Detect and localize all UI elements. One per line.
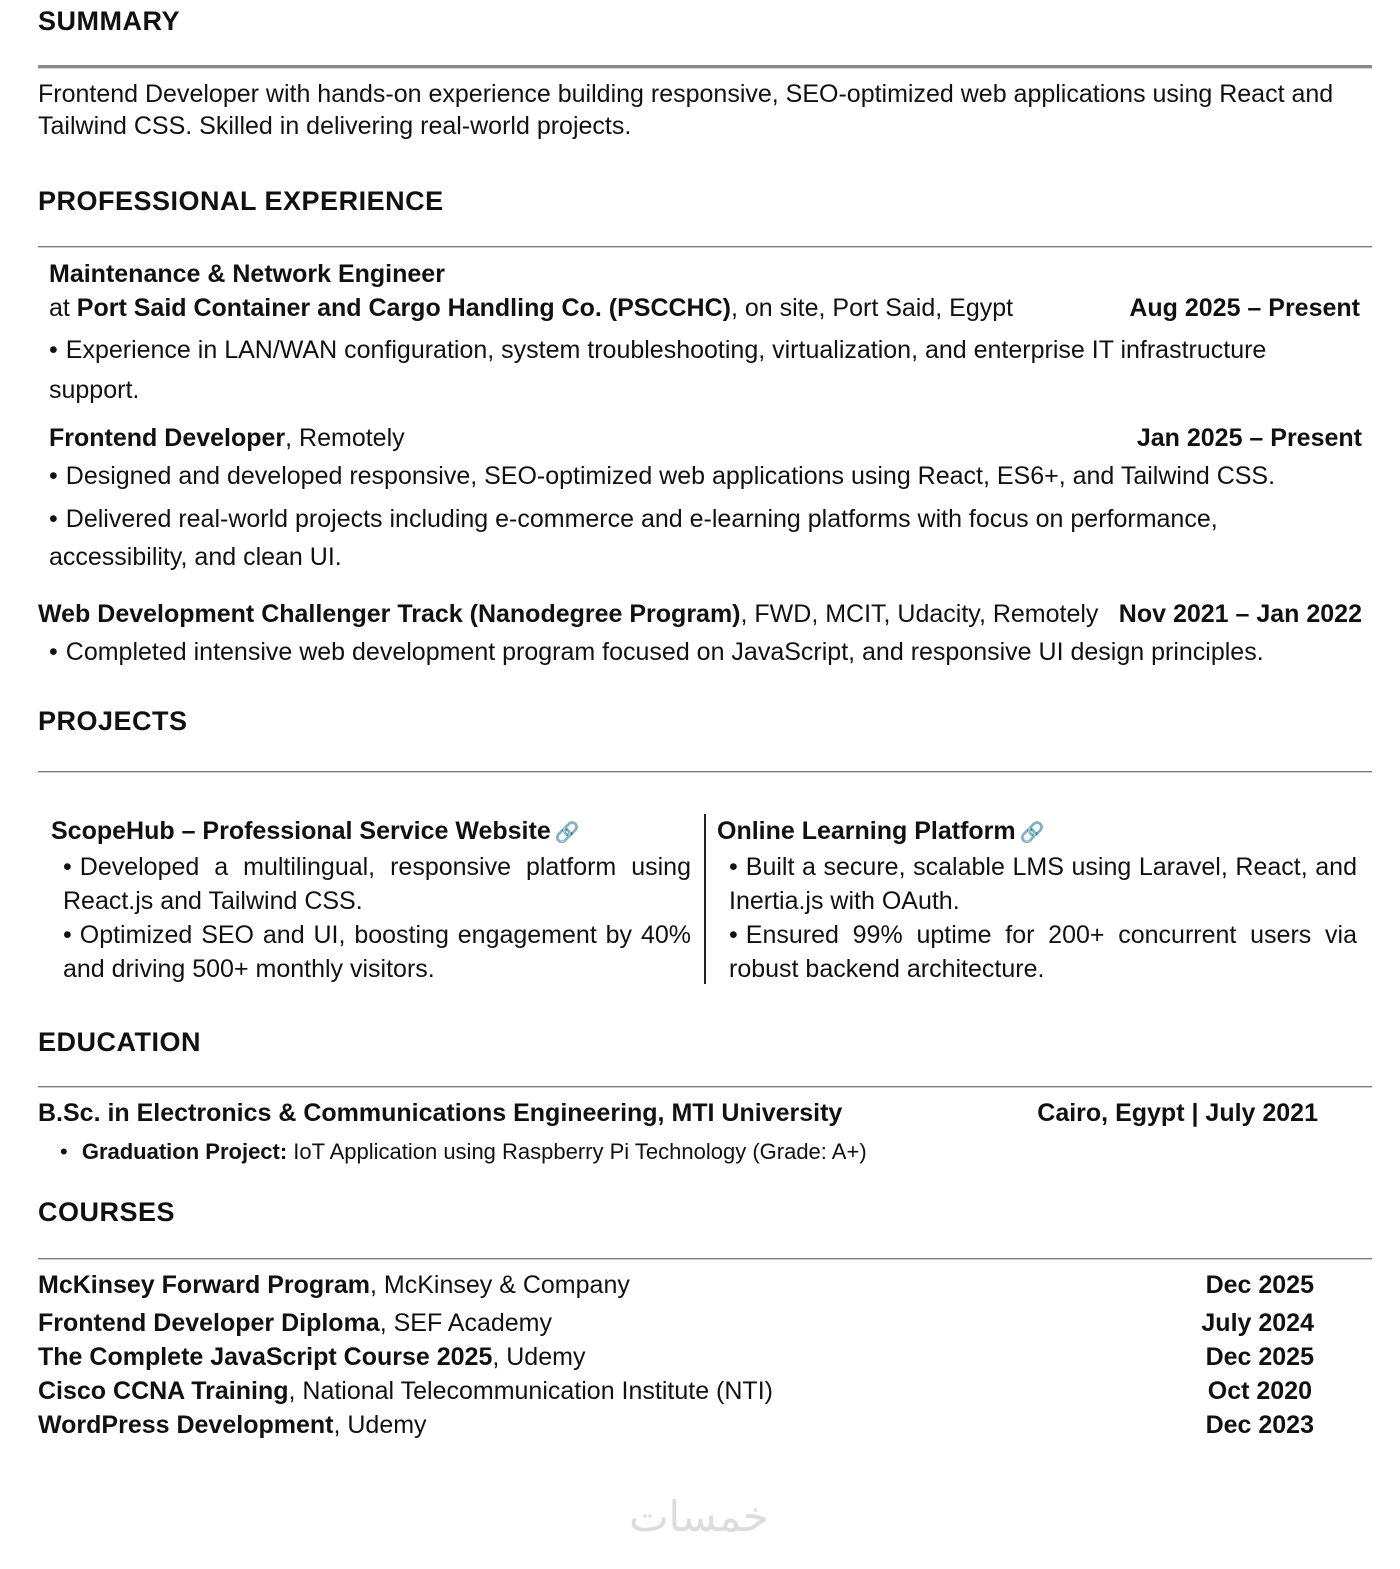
course-provider: , SEF Academy — [379, 1309, 553, 1337]
job-dates: Jan 2025 – Present — [1136, 424, 1362, 452]
education-degree: B.Sc. in Electronics & Communications Engineering, MTI University — [38, 1099, 843, 1127]
project-title-text: ScopeHub – Professional Service Website — [51, 817, 551, 845]
job-title: Maintenance & Network Engineer — [49, 260, 445, 288]
education-divider — [38, 1086, 1372, 1088]
course-name: WordPress Development — [38, 1411, 334, 1439]
job-location: , Remotely — [285, 424, 405, 452]
job-bullet: • Designed and developed responsive, SEO-optimized web applications using React, ES6+, and Tailwind CSS. — [49, 460, 1275, 492]
job-company-line — [49, 292, 1013, 324]
job-bullet: • Delivered real-world projects including e-commerce and e-learning platforms with focus on performance, accessibility, and clean UI. — [49, 500, 1279, 576]
job-title-line — [38, 598, 1098, 630]
job-location: , on site, Port Said, Egypt — [730, 294, 1014, 322]
project-title — [717, 814, 1357, 850]
courses-divider — [38, 1258, 1372, 1260]
job-title: Frontend Developer — [49, 424, 286, 452]
projects-divider — [38, 771, 1372, 773]
course-name: The Complete JavaScript Course 2025 — [38, 1343, 493, 1371]
experience-divider — [38, 246, 1372, 248]
project-bullet: • Optimized SEO and UI, boosting engagement by 40% and driving 500+ monthly visitors. — [51, 918, 691, 986]
job-bullet: • Experience in LAN/WAN configuration, system troubleshooting, virtualization, and enterprise IT infrastructure support. — [49, 330, 1339, 410]
job-location: , FWD, MCIT, Udacity, Remotely — [740, 600, 1099, 628]
project-title-text: Online Learning Platform — [717, 817, 1016, 845]
course-item — [38, 1307, 552, 1339]
link-icon[interactable]: 🔗 — [554, 822, 580, 844]
course-item — [38, 1341, 585, 1373]
course-item — [38, 1375, 773, 1407]
course-date: July 2024 — [1201, 1309, 1314, 1337]
course-item — [38, 1409, 427, 1441]
watermark-logo: خمسات — [628, 1492, 770, 1541]
job-title-line — [49, 422, 405, 454]
course-date: Oct 2020 — [1207, 1377, 1312, 1405]
job-dates: Nov 2021 – Jan 2022 — [1118, 600, 1362, 628]
course-provider: , Udemy — [492, 1343, 586, 1371]
education-project — [60, 1136, 867, 1168]
course-provider: , National Telecommunication Institute (NTI) — [288, 1377, 773, 1405]
course-item — [38, 1269, 630, 1301]
experience-heading: PROFESSIONAL EXPERIENCE — [38, 186, 444, 216]
course-provider: , McKinsey & Company — [370, 1271, 630, 1299]
course-date: Dec 2023 — [1205, 1411, 1314, 1439]
project-bullet: • Developed a multilingual, responsive platform using React.js and Tailwind CSS. — [51, 850, 691, 918]
project-card — [51, 814, 691, 986]
course-name: Frontend Developer Diploma — [38, 1309, 380, 1337]
course-provider: , Udemy — [333, 1411, 427, 1439]
project-bullet: • Built a secure, scalable LMS using Laravel, React, and Inertia.js with OAuth. — [717, 850, 1357, 918]
project-bullet: • Ensured 99% uptime for 200+ concurrent users via robust backend architecture. — [717, 918, 1357, 986]
job-company: Port Said Container and Cargo Handling Co. (PSCCHC) — [76, 294, 731, 322]
job-title: Web Development Challenger Track (Nanodegree Program) — [38, 600, 741, 628]
courses-heading: COURSES — [38, 1197, 176, 1227]
course-name: McKinsey Forward Program — [38, 1271, 371, 1299]
course-date: Dec 2025 — [1205, 1271, 1314, 1299]
education-heading: EDUCATION — [38, 1027, 201, 1057]
education-project-label: Graduation Project: — [81, 1139, 288, 1164]
projects-heading: PROJECTS — [38, 706, 188, 736]
course-name: Cisco CCNA Training — [38, 1377, 289, 1405]
job-bullet: • Completed intensive web development program focused on JavaScript, and responsive UI design principles. — [49, 636, 1264, 668]
summary-divider — [38, 65, 1372, 69]
summary-text: Frontend Developer with hands-on experience building responsive, SEO-optimized web applications using React and Tailwind CSS. Skilled in delivering real-world projects. — [38, 80, 1334, 140]
link-icon[interactable]: 🔗 — [1019, 822, 1045, 844]
course-date: Dec 2025 — [1205, 1343, 1314, 1371]
project-title — [51, 814, 691, 850]
projects-column-divider — [704, 814, 706, 984]
summary-heading: SUMMARY — [38, 6, 180, 36]
education-location-date: Cairo, Egypt | July 2021 — [1037, 1099, 1318, 1127]
job-at: at — [49, 294, 77, 322]
education-project-text: IoT Application using Raspberry Pi Technology (Grade: A+) — [287, 1139, 867, 1164]
project-card — [717, 814, 1357, 986]
job-dates: Aug 2025 – Present — [1129, 294, 1360, 322]
